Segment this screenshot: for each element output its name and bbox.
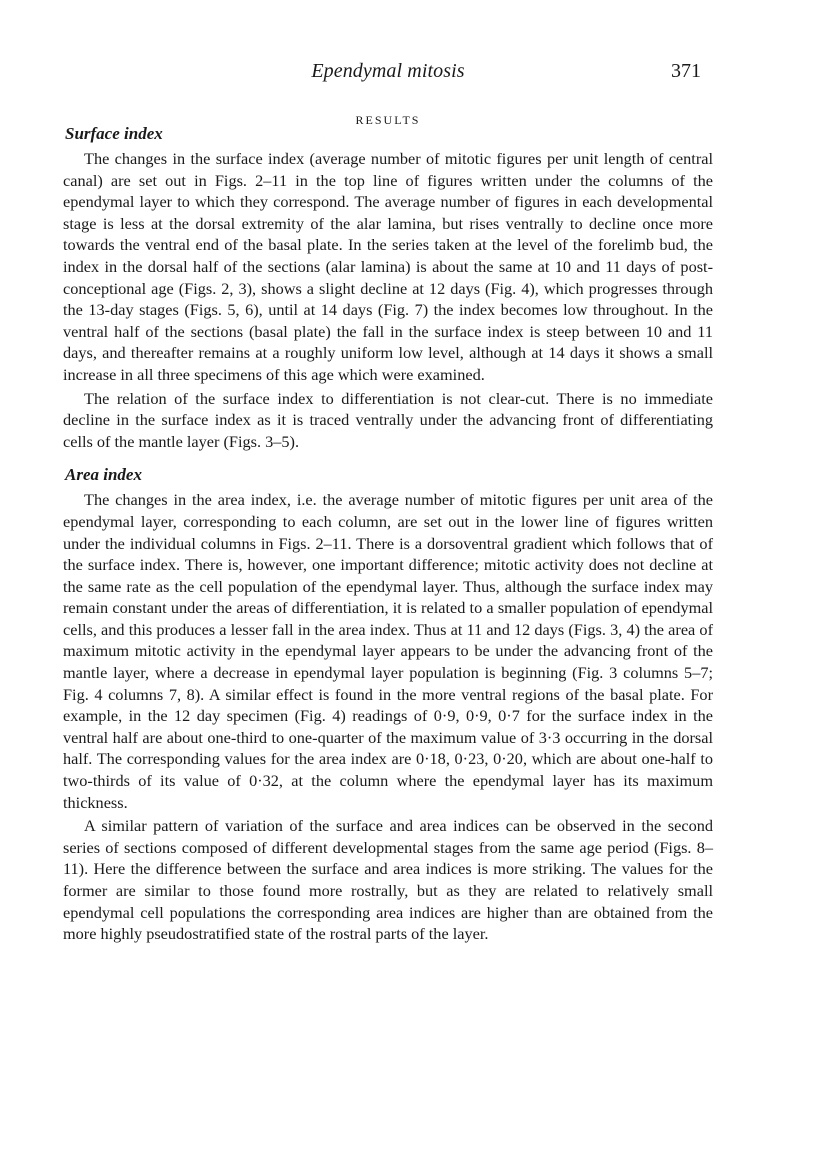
section-heading: RESULTS	[355, 113, 421, 127]
running-head	[63, 60, 713, 94]
paragraph: A similar pattern of variation of the surface and area indices can be observed in the second series of sections composed of different developmental stages from the same age period (Figs. 8–11). Here the difference between the surface and area indices is more striking. The values for the former are similar to those found more rostrally, but as they are related to relatively small ependymal cell populations the corresponding area indices are higher than are obtained from the more highly pseudostratified state of the rostral parts of the layer.	[63, 816, 713, 944]
running-title: Ependymal mitosis	[311, 60, 465, 82]
page	[63, 60, 713, 945]
area-index-body	[63, 489, 713, 944]
paragraph: The changes in the surface index (average number of mitotic figures per unit length of central canal) are set out in Figs. 2–11 in the top line of figures written under the columns of the ependymal layer to which they correspond. The average number of figures in each developmental stage is less at the dorsal extremity of the alar lamina, but rises ventrally to decline once more towards the ventral end of the basal plate. In the series taken at the level of the forelimb bud, the index in the dorsal half of the sections (alar lamina) is about the same at 10 and 11 days of post-conceptional age (Figs. 2, 3), shows a slight decline at 12 days (Fig. 4), which progresses through the 13-day stages (Figs. 5, 6), until at 14 days (Fig. 7) the index becomes low throughout. In the ventral half of the sections (basal plate) the fall in the surface index is steep between 10 and 11 days, and thereafter remains at a roughly uniform low level, although at 14 days it shows a small increase in all three specimens of this age which were examined.	[63, 149, 713, 384]
subsection-title-surface-index: Surface index	[65, 124, 163, 143]
paragraph: The relation of the surface index to differentiation is not clear-cut. There is no immediate decline in the surface index as it is traced ventrally under the advancing front of differentiating cells of the mantle layer (Figs. 3–5).	[63, 388, 713, 451]
paragraph: The changes in the area index, i.e. the average number of mitotic figures per unit area of the ependymal layer, corresponding to each column, are set out in the lower line of figures written under the individual columns in Figs. 2–11. There is a dorsoventral gradient which follows that of the surface index. There is, however, one important difference; mitotic activity does not decline at the same rate as the cell population of the ependymal layer. Thus, although the surface index may remain constant under the areas of differentiation, it is related to a smaller population of ependymal cells, and this produces a lesser fall in the area index. Thus at 11 and 12 days (Figs. 3, 4) the area of maximum mitotic activity in the ependymal layer appears to be under the advancing front of the mantle layer, where a decrease in ependymal layer population is beginning (Fig. 3 columns 5–7; Fig. 4 columns 7, 8). A similar effect is found in the more ventral regions of the basal plate. For example, in the 12 day specimen (Fig. 4) readings of 0·9, 0·9, 0·7 for the surface index in the ventral half are about one-third to one-quarter of the maximum value of 3·3 occurring in the dorsal half. The corresponding values for the area index are 0·18, 0·23, 0·20, which are about one-half to two-thirds of its value of 0·32, at the column where the ependymal layer has its maximum thickness.	[63, 490, 713, 812]
subsection-title-area-index: Area index	[65, 465, 142, 485]
page-number: 371	[671, 60, 701, 82]
surface-index-body	[63, 148, 713, 452]
